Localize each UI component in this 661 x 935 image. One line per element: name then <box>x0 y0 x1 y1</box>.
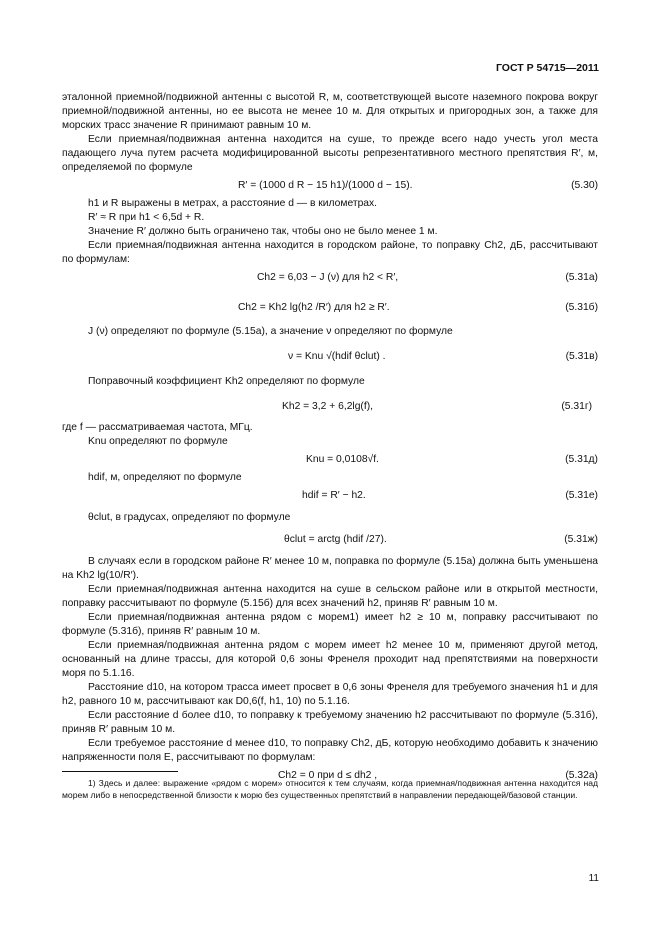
paragraph: R′ ≈ R при h1 < 6,5d + R. <box>88 212 205 223</box>
equation-formula: R′ = (1000 d R − 15 h1)/(1000 d − 15). <box>238 180 413 191</box>
footnote-separator <box>62 771 178 772</box>
equation-5-31zh <box>62 529 598 551</box>
paragraph: эталонной приемной/подвижной антенны с высотой R, м, соответствующей высоте наземного покрова вокруг приемной/подвижной антенны, но ее высота не менее 10 м. Для открытых и пригородных зон, а также для морских трасс значение R принимают равным 10 м. <box>62 92 598 131</box>
equation-number: (5.32а) <box>565 770 598 781</box>
equation-formula: Ch2 = 6,03 − J (ν) для h2 < R′, <box>257 272 399 283</box>
equation-number: (5.31а) <box>565 272 598 283</box>
equation-number: (5.30) <box>571 180 598 191</box>
equation-formula: Knu = 0,0108√f. <box>306 454 379 465</box>
equation-formula: Kh2 = 3,2 + 6,2lg(f), <box>282 401 374 412</box>
equation-5-31v <box>62 343 598 371</box>
equation-5-31d <box>62 449 598 471</box>
equation-number: (5.31г) <box>561 401 592 412</box>
paragraph: Если приемная/подвижная антенна рядом с морем имеет h2 менее 10 м, применяют другой метод, основанный на длине трассы, для которой 0,6 зоны Френеля проходит над препятствиями на поверхности моря по 5.1.16. <box>62 640 598 679</box>
equation-5-31a <box>62 267 598 289</box>
paragraph: где f — рассматриваемая частота, МГц. <box>62 422 253 433</box>
paragraph: Если приемная/подвижная антенна находится в городском районе, то поправку Ch2, дБ, рассчитывают по формулам: <box>62 240 598 265</box>
equation-5-31g <box>62 393 598 421</box>
paragraph: Если требуемое расстояние d менее d10, то поправку Ch2, дБ, которую необходимо добавить к значению напряженности поля E, рассчитывают по формулам: <box>62 738 598 763</box>
paragraph: Knu определяют по формуле <box>88 436 228 447</box>
equation-5-31e <box>62 485 598 507</box>
page-number: 11 <box>588 873 599 884</box>
paragraph: Если приемная/подвижная антенна находится на суше, то прежде всего надо учесть угол места падающего луча путем расчета модифицированной высоты репрезентативного местного препятствия R′, м, определяемой по формуле <box>62 134 598 173</box>
paragraph: J (ν) определяют по формуле (5.15а), а значение ν определяют по формуле <box>88 326 453 337</box>
equation-number: (5.31ж) <box>564 534 598 545</box>
paragraph: θclut, в градусах, определяют по формуле <box>88 512 291 523</box>
equation-formula: hdif = R′ − h2. <box>302 490 366 501</box>
paragraph: h1 и R выражены в метрах, а расстояние d — в километрах. <box>88 198 378 209</box>
paragraph: Расстояние d10, на котором трасса имеет просвет в 0,6 зоны Френеля для требуемого значения h1 и для h2, равного 10 м, рассчитывают как D0,6(f, h1, 10) по 5.1.16. <box>62 682 598 707</box>
equation-number: (5.31д) <box>565 454 598 465</box>
equation-formula: Ch2 = Kh2 lg(h2 /R′) для h2 ≥ R′. <box>238 302 390 313</box>
equation-number: (5.31е) <box>565 490 598 501</box>
paragraph: Если приемная/подвижная антенна рядом с морем1) имеет h2 ≥ 10 м, поправку рассчитывают по формуле (5.31б), приняв R′ равным 10 м. <box>62 612 598 637</box>
equation-formula: Ch2 = 0 при d ≤ dh2 , <box>278 770 378 781</box>
equation-5-31b <box>62 297 598 319</box>
paragraph: В случаях если в городском районе R′ менее 10 м, поправка по формуле (5.15а) должна быть уменьшена на Kh2 lg(10/R′). <box>62 556 598 581</box>
footnote: 1) Здесь и далее: выражение «рядом с морем» относится к тем случаям, когда приемная/подвижная антенна находится над морем либо в непосредственной близости к морю без существенных препятствий в направлении передающей/базовой станции. <box>62 778 598 800</box>
paragraph: Поправочный коэффициент Kh2 определяют по формуле <box>88 376 365 387</box>
equation-number: (5.31б) <box>565 302 598 313</box>
page-body <box>62 91 598 787</box>
equation-5-30 <box>62 175 598 197</box>
paragraph: hdif, м, определяют по формуле <box>88 472 242 483</box>
paragraph: Если приемная/подвижная антенна находится на суше в сельском районе или в открытой местности, поправку рассчитывают по формуле (5.15б) для всех значений h2, приняв R′ равным 10 м. <box>62 584 598 609</box>
document-header: ГОСТ Р 54715—2011 <box>495 62 599 74</box>
paragraph: Значение R′ должно быть ограничено так, чтобы оно не было менее 1 м. <box>88 226 438 237</box>
equation-number: (5.31в) <box>565 351 598 362</box>
paragraph: Если расстояние d более d10, то поправку к требуемому значению h2 рассчитывают по формуле (5.31б), приняв R′ равным 10 м. <box>62 710 598 735</box>
equation-formula: ν = Knu √(hdif θclut) . <box>288 351 386 362</box>
equation-formula: θclut = arctg (hdif /27). <box>284 534 387 545</box>
